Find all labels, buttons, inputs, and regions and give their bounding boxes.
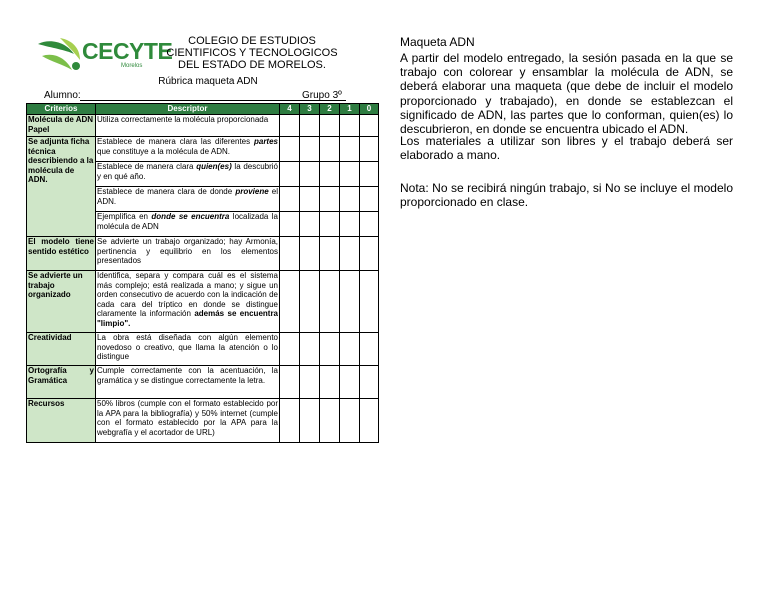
score-cell[interactable] — [300, 212, 320, 237]
descriptor-cell — [96, 237, 280, 271]
score-cell[interactable] — [360, 162, 379, 187]
table-row — [27, 137, 379, 162]
descriptor-text: quien(es) — [196, 162, 232, 171]
score-cell[interactable] — [320, 137, 340, 162]
student-row — [44, 90, 376, 102]
score-cell[interactable] — [320, 399, 340, 443]
table-row — [27, 115, 379, 137]
score-cell[interactable] — [360, 237, 379, 271]
score-cell[interactable] — [280, 212, 300, 237]
descriptor-cell — [96, 162, 280, 187]
score-cell[interactable] — [360, 137, 379, 162]
score-cell[interactable] — [320, 115, 340, 137]
descriptor-text: Identifica, separa y compara cuál es el sistema más complejo; está realizada a mano; y sigue un orden consecutivo de acuerdo con la indicación de cada cara del tríptico en donde se distingue claramente la información — [97, 271, 278, 319]
score-cell[interactable] — [320, 366, 340, 399]
score-cell[interactable] — [340, 162, 360, 187]
score-cell[interactable] — [340, 399, 360, 443]
score-cell[interactable] — [360, 333, 379, 366]
score-cell[interactable] — [360, 399, 379, 443]
score-cell[interactable] — [320, 162, 340, 187]
score-cell[interactable] — [340, 271, 360, 333]
descriptor-text: partes — [253, 137, 278, 146]
score-cell[interactable] — [300, 237, 320, 271]
descriptor-text: donde se encuentra — [151, 212, 230, 221]
criterion-cell: El modelo tiene sentido estético — [27, 237, 96, 271]
score-cell[interactable] — [280, 187, 300, 212]
score-cell[interactable] — [300, 187, 320, 212]
descriptor-text: la descubrió y en qué año. — [97, 162, 279, 181]
header-score-1: 1 — [340, 104, 360, 115]
score-cell[interactable] — [300, 115, 320, 137]
score-cell[interactable] — [360, 366, 379, 399]
score-cell[interactable] — [360, 115, 379, 137]
score-cell[interactable] — [320, 212, 340, 237]
score-cell[interactable] — [320, 187, 340, 212]
score-cell[interactable] — [300, 162, 320, 187]
descriptor-text: Establece de manera clara de donde — [97, 187, 236, 196]
school-name — [160, 35, 344, 71]
score-cell[interactable] — [300, 399, 320, 443]
criterion-cell: Se adjunta ficha técnica describiendo a la molécula de ADN. — [27, 137, 96, 237]
materials-paragraph: Los materiales a utilizar son libres y el trabajo deberá ser elaborado a mano. — [400, 134, 733, 163]
score-cell[interactable] — [360, 212, 379, 237]
table-row — [27, 399, 379, 443]
header-criterios: Criterios — [27, 104, 96, 115]
score-cell[interactable] — [340, 366, 360, 399]
header-score-0: 0 — [360, 104, 379, 115]
score-cell[interactable] — [320, 333, 340, 366]
section-title: Maqueta ADN — [400, 35, 475, 49]
score-cell[interactable] — [360, 187, 379, 212]
score-cell[interactable] — [320, 271, 340, 333]
descriptor-cell — [96, 333, 280, 366]
score-cell[interactable] — [280, 162, 300, 187]
table-row — [27, 271, 379, 333]
descriptor-text: La obra está diseñada con algún elemento novedoso o creativo, que llama la atención o lo distingue — [97, 333, 278, 362]
descriptor-text: Establece de manera clara — [97, 162, 197, 171]
descriptor-cell — [96, 115, 280, 137]
header-score-2: 2 — [320, 104, 340, 115]
score-cell[interactable] — [340, 333, 360, 366]
criterion-cell: Ortografía y Gramática — [27, 366, 96, 399]
table-header-row — [27, 104, 379, 115]
rubric-title: Rúbrica maqueta ADN — [158, 76, 258, 87]
table-row — [27, 237, 379, 271]
descriptor-text: Cumple correctamente con la acentuación, la gramática y se distingue correctamente la letra. — [97, 366, 278, 385]
score-cell[interactable] — [300, 137, 320, 162]
score-cell[interactable] — [300, 271, 320, 333]
score-cell[interactable] — [360, 271, 379, 333]
header-score-4: 4 — [280, 104, 300, 115]
header-descriptor: Descriptor — [96, 104, 280, 115]
logo-wordmark: CECYTE — [82, 38, 173, 64]
instructions-paragraph: A partir del modelo entregado, la sesión pasada en la que se trabajo con colorear y ensamblar la molécula de ADN, se deberá elaborar una maqueta (que debe de incluir el modelo proporcionado y trabajado), en donde se establezcan el significado de ADN, las partes que lo conforman, quien(es) lo descubrieron, en donde se encuentra ubicado el ADN. — [400, 51, 733, 137]
criterion-cell: Creatividad — [27, 333, 96, 366]
score-cell[interactable] — [340, 237, 360, 271]
descriptor-text: proviene — [235, 187, 269, 196]
descriptor-cell — [96, 212, 280, 237]
descriptor-text: el ADN. — [97, 187, 278, 206]
note-paragraph: Nota: No se recibirá ningún trabajo, si No se incluye el modelo proporcionado en clase. — [400, 181, 733, 210]
header-score-3: 3 — [300, 104, 320, 115]
descriptor-text: que constituye a la molécula de ADN. — [97, 146, 230, 156]
score-cell[interactable] — [340, 212, 360, 237]
score-cell[interactable] — [300, 333, 320, 366]
descriptor-text: Ejemplifica en — [97, 212, 152, 221]
descriptor-text: Se advierte un trabajo organizado; hay Armonía, pertinencia y equilibrio en los elementos presentados — [97, 237, 278, 266]
score-cell[interactable] — [280, 271, 300, 333]
student-label: Alumno: — [44, 90, 81, 101]
logo-subtitle: Morelos — [121, 63, 143, 69]
score-cell[interactable] — [340, 115, 360, 137]
descriptor-text: 50% libros (cumple con el formato establecido por la APA para la bibliografía) y 50% internet (cumple con el formato establecido por la APA para la webgrafía y el acortador de URL) — [97, 399, 278, 437]
school-line-3: DEL ESTADO DE MORELOS. — [178, 59, 326, 71]
score-cell[interactable] — [320, 237, 340, 271]
descriptor-cell — [96, 137, 280, 162]
descriptor-cell — [96, 187, 280, 212]
descriptor-text: además se encuentra "limpio". — [97, 309, 279, 328]
score-cell[interactable] — [300, 366, 320, 399]
descriptor-cell — [96, 399, 280, 443]
descriptor-cell — [96, 271, 280, 333]
score-cell[interactable] — [340, 137, 360, 162]
score-cell[interactable] — [280, 333, 300, 366]
group-label: Grupo 3º — [302, 90, 342, 101]
table-row — [27, 333, 379, 366]
school-line-1: COLEGIO DE ESTUDIOS — [188, 35, 316, 47]
table-row — [27, 366, 379, 399]
criterion-cell: Recursos — [27, 399, 96, 443]
descriptor-text: localizada la molécula de ADN — [97, 212, 279, 231]
descriptor-cell — [96, 366, 280, 399]
score-cell[interactable] — [280, 399, 300, 443]
score-cell[interactable] — [280, 137, 300, 162]
descriptor-text: Utiliza correctamente la molécula proporcionada — [97, 115, 269, 124]
criterion-cell: Se advierte un trabajo organizado — [27, 271, 96, 333]
score-cell[interactable] — [280, 115, 300, 137]
school-line-2: CIENTIFICOS Y TECNOLOGICOS — [166, 47, 338, 59]
score-cell[interactable] — [280, 237, 300, 271]
score-cell[interactable] — [340, 187, 360, 212]
criterion-cell: Molécula de ADN Papel — [27, 115, 96, 137]
descriptor-text: Establece de manera clara las diferentes — [97, 137, 254, 146]
score-cell[interactable] — [280, 366, 300, 399]
rubric-table — [26, 103, 379, 443]
